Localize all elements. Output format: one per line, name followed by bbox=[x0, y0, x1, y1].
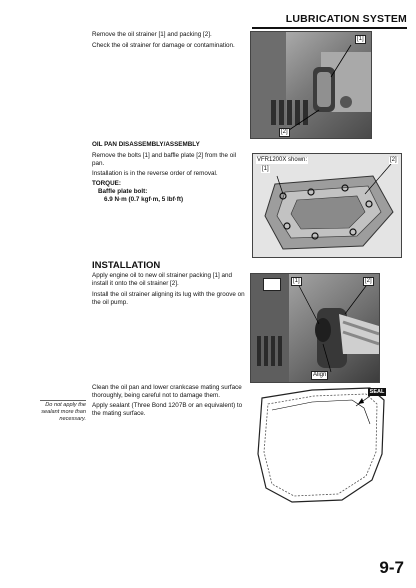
sealant-diagram-image bbox=[252, 384, 402, 508]
torque-item: Baffle plate bolt: bbox=[98, 188, 148, 195]
instruction-remove-bolts: Remove the bolts [1] and baffle plate [2] from the oil pan. bbox=[92, 152, 237, 167]
oil-can-icon bbox=[263, 278, 281, 291]
callout-packing: [2] bbox=[281, 129, 288, 135]
header-rule bbox=[252, 27, 407, 29]
strainer-install-photo bbox=[250, 273, 380, 383]
callout-baffle-plate: [2] bbox=[390, 157, 397, 163]
instruction-apply-oil: Apply engine oil to new oil strainer packing [1] and install it onto the oil strainer [2]. bbox=[92, 272, 233, 287]
callout-align: Align bbox=[313, 372, 327, 378]
oil-pan-figure bbox=[252, 153, 402, 258]
page-number: 9-7 bbox=[379, 558, 404, 577]
callout-packing: [1] bbox=[293, 278, 300, 284]
instruction-remove-strainer: Remove the oil strainer [1] and packing [2]. bbox=[92, 31, 212, 38]
model-shown-label: VFR1200X shown: bbox=[257, 157, 308, 163]
instruction-check-strainer: Check the oil strainer for damage or contamination. bbox=[92, 42, 235, 49]
instruction-align-lug: Install the oil strainer aligning its lug with the groove on the oil pump. bbox=[92, 291, 245, 306]
oil-pan-image bbox=[253, 154, 401, 257]
side-note-rule bbox=[40, 400, 86, 401]
callout-bolts: [1] bbox=[262, 166, 269, 172]
heading-oil-pan: OIL PAN DISASSEMBLY/ASSEMBLY bbox=[92, 141, 200, 148]
instruction-apply-sealant: Apply sealant (Three Bond 1207B or an equivalent) to the mating surface. bbox=[92, 402, 243, 417]
instruction-reverse-order: Installation is in the reverse order of removal. bbox=[92, 170, 218, 177]
torque-label: TORQUE: bbox=[92, 180, 121, 187]
oil-strainer-photo-image bbox=[251, 32, 371, 138]
oil-strainer-photo bbox=[250, 31, 372, 139]
sealant-diagram bbox=[252, 384, 402, 508]
instruction-clean-surface: Clean the oil pan and lower crankcase mating surface thoroughly, being careful not to damage them. bbox=[92, 384, 242, 399]
torque-value: 6.9 N·m (0.7 kgf·m, 5 lbf·ft) bbox=[104, 196, 184, 203]
heading-installation: INSTALLATION bbox=[92, 260, 161, 271]
callout-strainer: [2] bbox=[365, 278, 372, 284]
sealant-side-note: Do not apply the sealant more than necessary. bbox=[41, 402, 86, 422]
seal-tag: SEAL bbox=[369, 389, 385, 395]
callout-strainer: [1] bbox=[357, 36, 364, 42]
section-title: LUBRICATION SYSTEM bbox=[285, 13, 407, 25]
